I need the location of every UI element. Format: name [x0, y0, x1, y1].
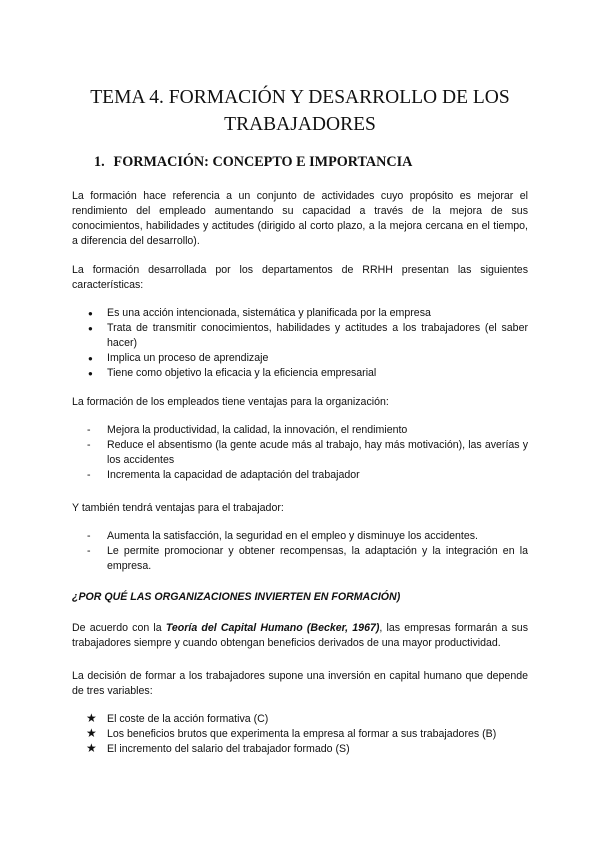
document-page	[72, 0, 528, 757]
list-item: ● Trata de transmitir conocimientos, habilidades y actitudes a los trabajadores (el saber hacer)	[88, 322, 528, 349]
bullet-dot-icon: ●	[88, 324, 93, 333]
paragraph-definition: La formación hace referencia a un conjunto de actividades cuyo propósito es mejorar el rendimiento del empleado aumentando su capacidad a través de la mejora de sus conocimientos, habilidades y actitudes (dirigido al corto plazo, a la mejora cercana en el tiempo, a diferencia del desarrollo).	[72, 190, 528, 247]
bullet-dash-icon: -	[87, 439, 91, 451]
list-item: - Aumenta la satisfacción, la seguridad en el empleo y disminuye los accidentes.	[87, 530, 478, 542]
characteristics-list	[72, 306, 528, 381]
variables-list	[72, 712, 528, 757]
paragraph-human-capital: De acuerdo con la Teoría del Capital Humano (Becker, 1967), las empresas formarán a sus trabajadores siempre y cuando obtengan beneficios derivados de una mayor productividad.	[72, 622, 528, 649]
list-item: ★ Los beneficios brutos que experimenta la empresa al formar a sus trabajadores (B)	[86, 726, 497, 740]
bullet-dot-icon: ●	[88, 369, 93, 378]
bullet-dot-icon: ●	[88, 309, 93, 318]
list-item: ● Tiene como objetivo la eficacia y la eficiencia empresarial	[88, 367, 377, 379]
section-heading-text: FORMACIÓN: CONCEPTO E IMPORTANCIA	[113, 154, 413, 170]
subheading-why-invest: ¿POR QUÉ LAS ORGANIZACIONES INVIERTEN EN FORMACIÓN)	[72, 591, 401, 603]
star-icon: ★	[86, 741, 97, 755]
paragraph-characteristics-intro: La formación desarrollada por los departamentos de RRHH presentan las siguientes características:	[72, 264, 528, 291]
section-number: 1.	[94, 154, 105, 170]
bullet-dot-icon: ●	[88, 354, 93, 363]
section-heading	[94, 154, 528, 171]
list-item: - Le permite promocionar y obtener recompensas, la adaptación y la integración en la empresa.	[87, 545, 528, 572]
list-item: ● Implica un proceso de aprendizaje	[88, 352, 269, 364]
theory-citation: Teoría del Capital Humano (Becker, 1967)	[165, 622, 380, 634]
star-icon: ★	[86, 726, 97, 740]
list-item: - Reduce el absentismo (la gente acude más al trabajo, hay más motivación), las averías y los accidentes	[87, 439, 528, 466]
list-item: ● Es una acción intencionada, sistemática y planificada por la empresa	[88, 307, 431, 319]
paragraph-worker-advantages-intro: Y también tendrá ventajas para el trabajador:	[72, 502, 284, 514]
worker-advantages-list	[72, 529, 528, 574]
bullet-dash-icon: -	[87, 469, 91, 481]
list-item: - Incrementa la capacidad de adaptación del trabajador	[87, 469, 360, 481]
star-icon: ★	[86, 711, 97, 725]
bullet-dash-icon: -	[87, 424, 91, 436]
list-item: ★ El incremento del salario del trabajador formado (S)	[86, 741, 350, 755]
paragraph-org-advantages-intro: La formación de los empleados tiene ventajas para la organización:	[72, 396, 389, 408]
bullet-dash-icon: -	[87, 545, 91, 557]
bullet-dash-icon: -	[87, 530, 91, 542]
org-advantages-list	[72, 423, 528, 483]
page-title: TEMA 4. FORMACIÓN Y DESARROLLO DE LOS TRABAJADORES	[90, 87, 510, 135]
paragraph-variables-intro: La decisión de formar a los trabajadores supone una inversión en capital humano que depende de tres variables:	[72, 670, 528, 697]
list-item: ★ El coste de la acción formativa (C)	[86, 711, 269, 725]
list-item: - Mejora la productividad, la calidad, la innovación, el rendimiento	[87, 424, 408, 436]
